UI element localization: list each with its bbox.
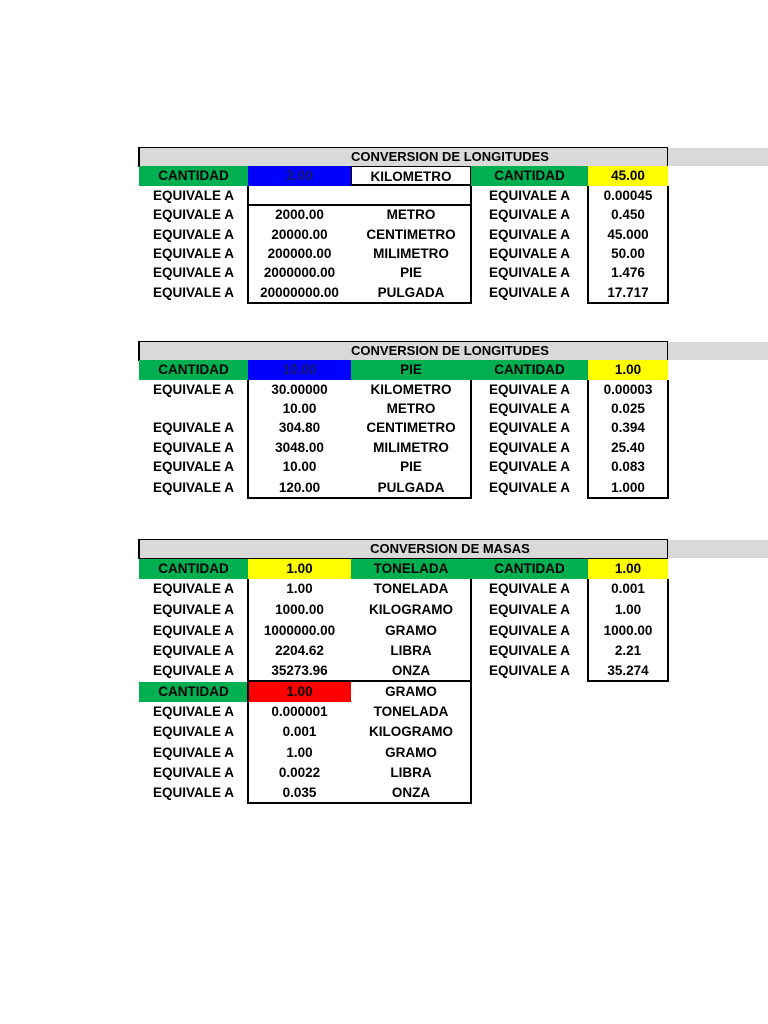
section-title: CONVERSION DE MASAS xyxy=(370,541,530,556)
grid-line xyxy=(247,204,472,206)
header-bar-extension xyxy=(668,540,768,558)
row-unit: TONELADA xyxy=(373,581,449,596)
grid-line xyxy=(247,497,472,499)
right-row-value: 1.476 xyxy=(611,265,645,280)
row-unit: LIBRA xyxy=(390,643,432,658)
right-quantity-label: CANTIDAD xyxy=(471,559,588,579)
grid-line xyxy=(587,186,589,304)
right-row-value: 25.40 xyxy=(611,440,645,455)
row-label: EQUIVALE A xyxy=(152,420,234,435)
row-value: 30.00000 xyxy=(271,382,328,397)
right-quantity-input[interactable]: 1.00 xyxy=(588,360,668,380)
row-unit: PIE xyxy=(400,459,422,474)
row-value: 3048.00 xyxy=(275,440,324,455)
grid-line xyxy=(587,380,589,499)
right-row-value: 0.450 xyxy=(611,207,645,222)
row-value: 20000000.00 xyxy=(260,285,339,300)
row-label: EQUIVALE A xyxy=(152,382,234,397)
row-label: EQUIVALE A xyxy=(152,581,234,596)
row-unit: LIBRA xyxy=(390,765,432,780)
right-quantity-input[interactable]: 45.00 xyxy=(588,166,668,186)
unit-label: KILOMETRO xyxy=(351,166,471,186)
right-row-label: EQUIVALE A xyxy=(488,401,570,416)
quantity-label: CANTIDAD xyxy=(139,166,248,186)
row-value: 1000000.00 xyxy=(263,623,336,638)
row-value: 2000.00 xyxy=(275,207,324,222)
row-label xyxy=(139,399,248,419)
sub-quantity-label: CANTIDAD xyxy=(139,682,248,702)
row-value: 0.001 xyxy=(282,724,317,739)
right-row-value: 0.001 xyxy=(611,581,645,596)
right-quantity-input[interactable]: 1.00 xyxy=(588,559,668,579)
grid-line xyxy=(587,497,669,499)
row-value: 200000.00 xyxy=(267,246,332,261)
row-unit: MILIMETRO xyxy=(373,246,449,261)
row-label: EQUIVALE A xyxy=(152,265,234,280)
row-unit: TONELADA xyxy=(373,704,449,719)
row-label: EQUIVALE A xyxy=(152,623,234,638)
right-row-label: EQUIVALE A xyxy=(488,480,570,495)
right-row-value: 1.00 xyxy=(614,602,642,617)
grid-line xyxy=(587,302,669,304)
row-label: EQUIVALE A xyxy=(152,724,234,739)
right-row-label: EQUIVALE A xyxy=(488,440,570,455)
row-label: EQUIVALE A xyxy=(152,745,234,760)
right-row-label: EQUIVALE A xyxy=(488,623,570,638)
row-value: 0.035 xyxy=(282,785,317,800)
section-title: CONVERSION DE LONGITUDES xyxy=(351,343,549,358)
right-row-label: EQUIVALE A xyxy=(488,246,570,261)
row-value: 1000.00 xyxy=(275,602,324,617)
grid-line xyxy=(247,579,249,804)
row-unit: PULGADA xyxy=(377,480,445,495)
sub-quantity-input[interactable]: 1.00 xyxy=(248,682,351,702)
row-label: EQUIVALE A xyxy=(152,207,234,222)
row-unit: GRAMO xyxy=(385,623,437,638)
right-row-value: 0.025 xyxy=(611,401,645,416)
row-label: EQUIVALE A xyxy=(152,643,234,658)
unit-label: PIE xyxy=(351,360,471,380)
row-unit: KILOGRAMO xyxy=(369,724,453,739)
row-unit: CENTIMETRO xyxy=(366,420,456,435)
right-row-value: 35.274 xyxy=(607,663,649,678)
row-value: 2204.62 xyxy=(275,643,324,658)
unit-label: TONELADA xyxy=(351,559,471,579)
right-row-value: 1000.00 xyxy=(603,623,653,638)
row-unit: KILOGRAMO xyxy=(369,602,453,617)
row-unit: PULGADA xyxy=(377,285,445,300)
row-label: EQUIVALE A xyxy=(152,227,234,242)
row-value: 0.0022 xyxy=(278,765,321,780)
grid-line xyxy=(247,680,472,682)
grid-line xyxy=(667,186,669,304)
row-value: 10.00 xyxy=(282,459,317,474)
right-row-value: 45.000 xyxy=(607,227,649,242)
quantity-input[interactable]: 10.00 xyxy=(248,360,351,380)
row-label: EQUIVALE A xyxy=(152,765,234,780)
right-row-label: EQUIVALE A xyxy=(488,602,570,617)
right-row-value: 1.000 xyxy=(611,480,645,495)
section-title: CONVERSION DE LONGITUDES xyxy=(351,149,549,164)
row-label: EQUIVALE A xyxy=(152,704,234,719)
right-row-label: EQUIVALE A xyxy=(488,207,570,222)
right-row-value: 17.717 xyxy=(607,285,649,300)
right-row-label: EQUIVALE A xyxy=(488,188,570,203)
row-value: 10.00 xyxy=(282,401,317,416)
row-label: EQUIVALE A xyxy=(152,602,234,617)
row-value: 1.00 xyxy=(286,581,313,596)
row-label: EQUIVALE A xyxy=(152,459,234,474)
right-row-label: EQUIVALE A xyxy=(488,420,570,435)
header-bar-extension xyxy=(668,342,768,360)
right-row-label: EQUIVALE A xyxy=(488,663,570,678)
right-row-label: EQUIVALE A xyxy=(488,581,570,596)
row-unit: METRO xyxy=(386,207,436,222)
row-unit: METRO xyxy=(386,401,436,416)
header-bar-extension xyxy=(668,148,768,166)
row-label: EQUIVALE A xyxy=(152,663,234,678)
sub-unit-label: GRAMO xyxy=(385,684,437,699)
right-row-value: 2.21 xyxy=(614,643,642,658)
right-quantity-label: CANTIDAD xyxy=(471,360,588,380)
row-label: EQUIVALE A xyxy=(152,785,234,800)
row-unit: PIE xyxy=(400,265,422,280)
right-row-label: EQUIVALE A xyxy=(488,382,570,397)
row-unit: MILIMETRO xyxy=(373,440,449,455)
row-label: EQUIVALE A xyxy=(152,440,234,455)
row-unit: GRAMO xyxy=(385,745,437,760)
row-unit: ONZA xyxy=(391,785,431,800)
row-value: 35273.96 xyxy=(271,663,328,678)
right-quantity-label: CANTIDAD xyxy=(471,166,588,186)
row-value: 2000000.00 xyxy=(263,265,336,280)
right-row-label: EQUIVALE A xyxy=(488,285,570,300)
right-row-label: EQUIVALE A xyxy=(488,227,570,242)
row-unit: CENTIMETRO xyxy=(366,227,456,242)
row-value: 0.000001 xyxy=(271,704,328,719)
row-value: 1.00 xyxy=(286,745,313,760)
quantity-label: CANTIDAD xyxy=(139,360,248,380)
grid-line xyxy=(587,680,669,682)
row-label: EQUIVALE A xyxy=(152,480,234,495)
quantity-label: CANTIDAD xyxy=(139,559,248,579)
grid-line xyxy=(667,579,669,682)
right-row-value: 0.083 xyxy=(611,459,645,474)
row-label: EQUIVALE A xyxy=(152,285,234,300)
grid-line xyxy=(247,380,249,499)
grid-line xyxy=(667,380,669,499)
grid-line xyxy=(247,802,472,804)
row-value: 20000.00 xyxy=(271,227,328,242)
row-unit: KILOMETRO xyxy=(370,382,452,397)
right-row-value: 50.00 xyxy=(611,246,645,261)
quantity-input[interactable]: 2.00 xyxy=(248,166,351,186)
right-row-value: 0.00003 xyxy=(603,382,653,397)
right-row-label: EQUIVALE A xyxy=(488,459,570,474)
row-label: EQUIVALE A xyxy=(152,246,234,261)
row-value: 304.80 xyxy=(278,420,321,435)
row-value: 120.00 xyxy=(278,480,321,495)
row-label: EQUIVALE A xyxy=(152,188,234,203)
quantity-input[interactable]: 1.00 xyxy=(248,559,351,579)
right-row-value: 0.00045 xyxy=(603,188,653,203)
right-row-label: EQUIVALE A xyxy=(488,265,570,280)
grid-line xyxy=(470,380,472,499)
grid-line xyxy=(470,579,472,804)
right-row-label: EQUIVALE A xyxy=(488,643,570,658)
row-unit: ONZA xyxy=(391,663,431,678)
grid-line xyxy=(247,302,472,304)
grid-line xyxy=(587,579,589,682)
right-row-value: 0.394 xyxy=(611,420,645,435)
